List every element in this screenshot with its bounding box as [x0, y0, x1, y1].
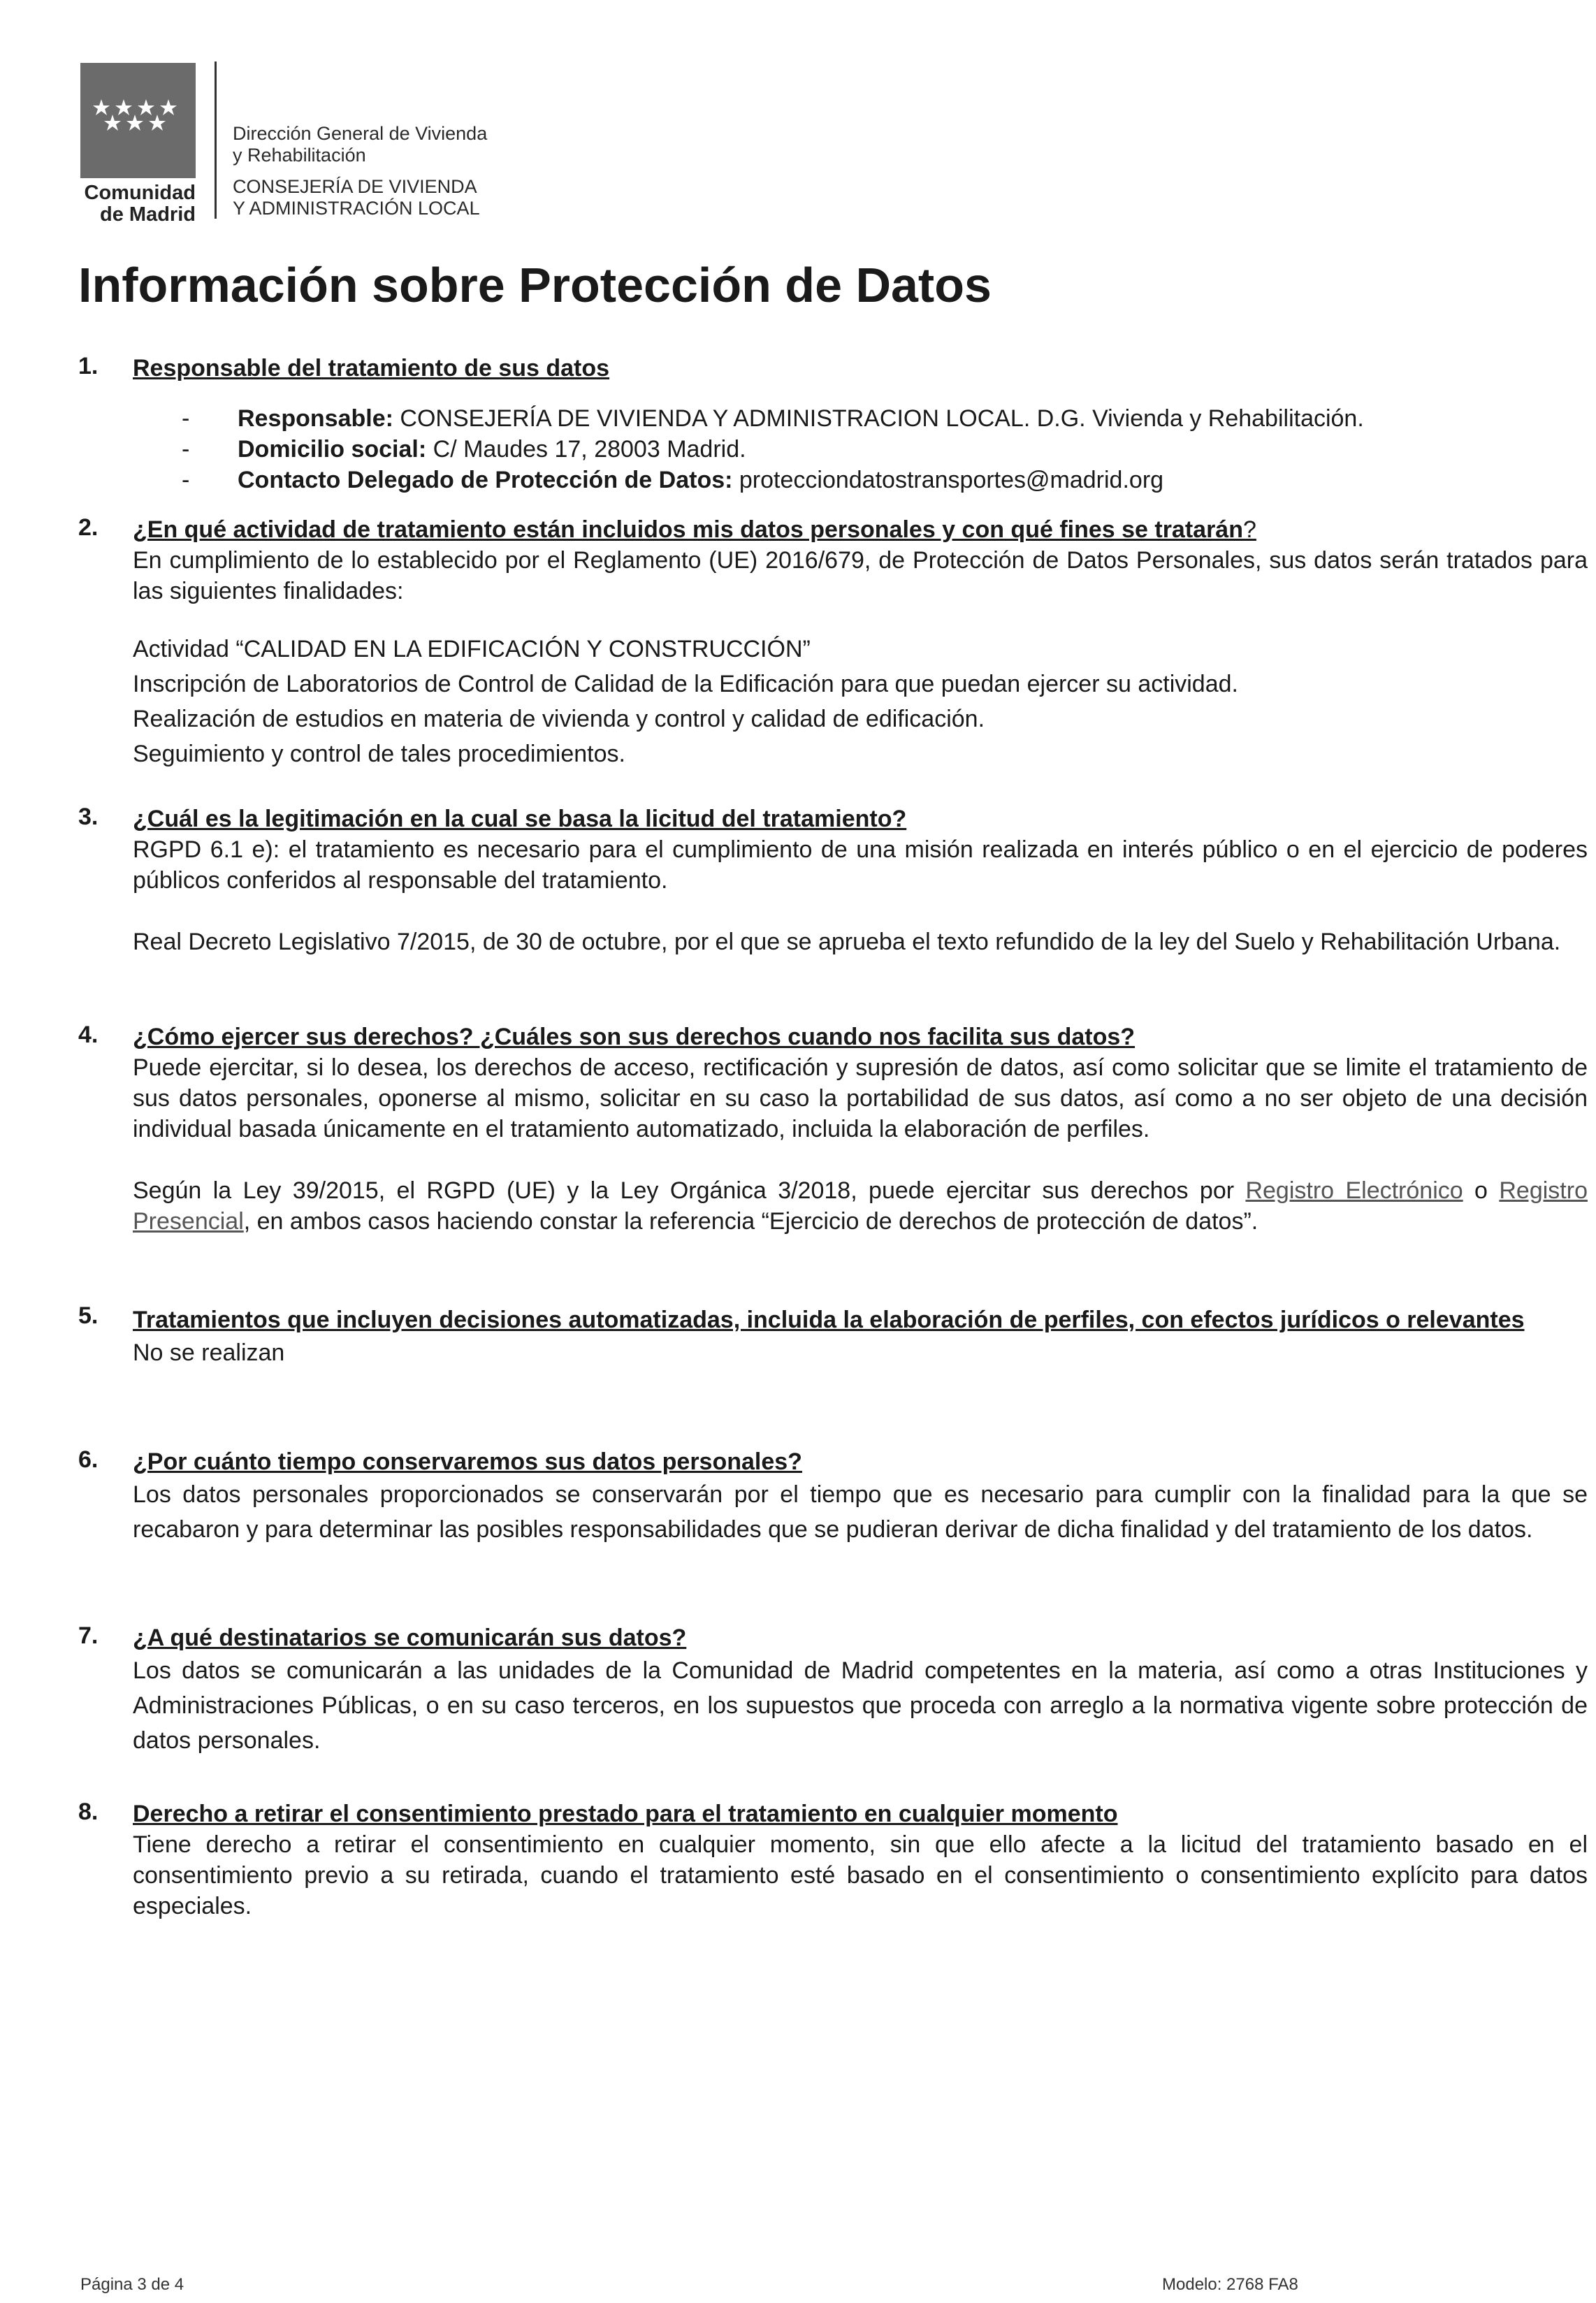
logo-line-1: Comunidad [84, 182, 196, 204]
paragraph: Real Decreto Legislativo 7/2015, de 30 de octubre, por el que se aprueba el texto refundido de la ley del Suelo y Rehabilitación Urbana. [133, 929, 1561, 955]
department-block [233, 123, 487, 219]
section-heading-text: ¿En qué actividad de tratamiento están incluidos mis datos personales y con qué fines se tratarán [133, 516, 1243, 543]
section-number: 3. [78, 804, 99, 830]
department-line-2: y Rehabilitación [233, 145, 366, 166]
section-number: 5. [78, 1302, 99, 1329]
section-body [133, 545, 1588, 771]
section-3 [78, 804, 1588, 957]
section-number: 6. [78, 1446, 99, 1473]
purpose-3: Seguimiento y control de tales procedimientos. [133, 741, 625, 767]
registro-presencial-link[interactable]: Registro Presencial [133, 1177, 1588, 1235]
page-number: Página 3 de 4 [80, 2275, 184, 2294]
section-heading: ¿A qué destinatarios se comunicarán sus datos? [133, 1625, 687, 1651]
registro-electronico-link[interactable]: Registro Electrónico [1245, 1177, 1463, 1204]
section-8 [78, 1799, 1588, 1921]
responsable-list [133, 403, 1518, 495]
paragraph: Tiene derecho a retirar el consentimiento en cualquier momento, sin que ello afecte a la licitud del tratamiento basado en el consentimiento previo a su retirada, cuando el tratamiento esté basado en el consentimiento o consentimiento explícito para datos especiales. [133, 1831, 1588, 1919]
section-body [133, 1337, 1588, 1368]
section-body [133, 1653, 1588, 1758]
list-item: - Domicilio social: C/ Maudes 17, 28003 Madrid. [182, 436, 746, 463]
section-heading [133, 514, 1586, 545]
section-body [133, 1052, 1588, 1237]
section-1 [78, 353, 1518, 495]
paragraph: Los datos se comunicarán a las unidades de la Comunidad de Madrid competentes en la materia, así como a otras Instituciones y Administraciones Públicas, o en su caso terceros, en los supuestos que proceda con arreglo a la normativa vigente sobre protección de datos personales. [133, 1657, 1588, 1754]
section-4 [78, 1022, 1588, 1237]
logo-stars-emblem [80, 63, 196, 178]
model-number: Modelo: 2768 FA8 [1162, 2275, 1298, 2294]
paragraph: Puede ejercitar, si lo desea, los derechos de acceso, rectificación y supresión de datos, así como solicitar que se limite el tratamiento de sus datos personales, oponerse al mismo, solicitar en su caso la portabilidad de sus datos, así como a no ser objeto de una decisión individual basada únicamente en el tratamiento automatizado, incluida la elaboración de perfiles. [133, 1054, 1588, 1142]
section-number: 8. [78, 1799, 99, 1825]
section-heading: Responsable del tratamiento de sus datos [133, 355, 610, 382]
department-line-1: Dirección General de Vivienda [233, 123, 488, 144]
section-heading: ¿Cómo ejercer sus derechos? ¿Cuáles son sus derechos cuando nos facilita sus datos? [133, 1024, 1136, 1050]
paragraph: No se realizan [133, 1339, 285, 1366]
section-2 [78, 514, 1588, 771]
paragraph: Los datos personales proporcionados se conservarán por el tiempo que es necesario para cumplir con la finalidad para la que se recabaron y para determinar las posibles responsabilidades que se pudieran derivar de dicha finalidad y del tratamiento de los datos. [133, 1481, 1588, 1543]
paragraph: Según la Ley 39/2015, el RGPD (UE) y la Ley Orgánica 3/2018, puede ejercitar sus derechos por Registro Electrónico o Registro Presencial, en ambos casos haciendo constar la referencia “Ejercicio de derechos de protección de datos”. [133, 1177, 1588, 1235]
section-number: 7. [78, 1622, 99, 1649]
paragraph: En cumplimiento de lo establecido por el Reglamento (UE) 2016/679, de Protección de Datos Personales, sus datos serán tratados para las siguientes finalidades: [133, 547, 1588, 604]
comunidad-madrid-logo [80, 63, 199, 226]
list-item: - Responsable: CONSEJERÍA DE VIVIENDA Y ADMINISTRACION LOCAL. D.G. Vivienda y Rehabilitación. [182, 405, 1364, 432]
page-title: Información sobre Protección de Datos [78, 258, 992, 312]
section-number: 2. [78, 514, 99, 541]
section-heading: Tratamientos que incluyen decisiones automatizadas, incluida la elaboración de perfiles, con efectos jurídicos o relevantes [133, 1307, 1525, 1333]
activity-name: Actividad “CALIDAD EN LA EDIFICACIÓN Y CONSTRUCCIÓN” [133, 636, 811, 662]
ministry-line-2: Y ADMINISTRACIÓN LOCAL [233, 198, 480, 219]
section-body [133, 1829, 1588, 1921]
stars-icon [80, 63, 196, 178]
section-6 [78, 1446, 1588, 1547]
purpose-2: Realización de estudios en materia de vivienda y control y calidad de edificación. [133, 706, 985, 732]
section-heading: ¿Por cuánto tiempo conservaremos sus datos personales? [133, 1448, 802, 1475]
section-heading: ¿Cuál es la legitimación en la cual se basa la licitud del tratamiento? [133, 806, 907, 832]
section-heading-tail: ? [1243, 516, 1256, 543]
section-heading: Derecho a retirar el consentimiento prestado para el tratamiento en cualquier momento [133, 1801, 1118, 1827]
section-number: 4. [78, 1022, 99, 1048]
purpose-1: Inscripción de Laboratorios de Control de Calidad de la Edificación para que puedan ejercer su actividad. [133, 671, 1238, 697]
section-body [133, 1477, 1588, 1547]
section-body [133, 834, 1588, 957]
ministry-line-1: CONSEJERÍA DE VIVIENDA [233, 176, 477, 197]
header-divider [215, 61, 217, 219]
paragraph: RGPD 6.1 e): el tratamiento es necesario para el cumplimiento de una misión realizada en interés público o en el ejercicio de poderes públicos conferidos al responsable del tratamiento. [133, 836, 1588, 894]
section-5 [78, 1302, 1525, 1368]
list-item: - Contacto Delegado de Protección de Datos: protecciondatostransportes@madrid.org [182, 467, 1164, 493]
section-number: 1. [78, 353, 99, 379]
section-7 [78, 1622, 1588, 1758]
logo-line-2: de Madrid [100, 203, 196, 226]
